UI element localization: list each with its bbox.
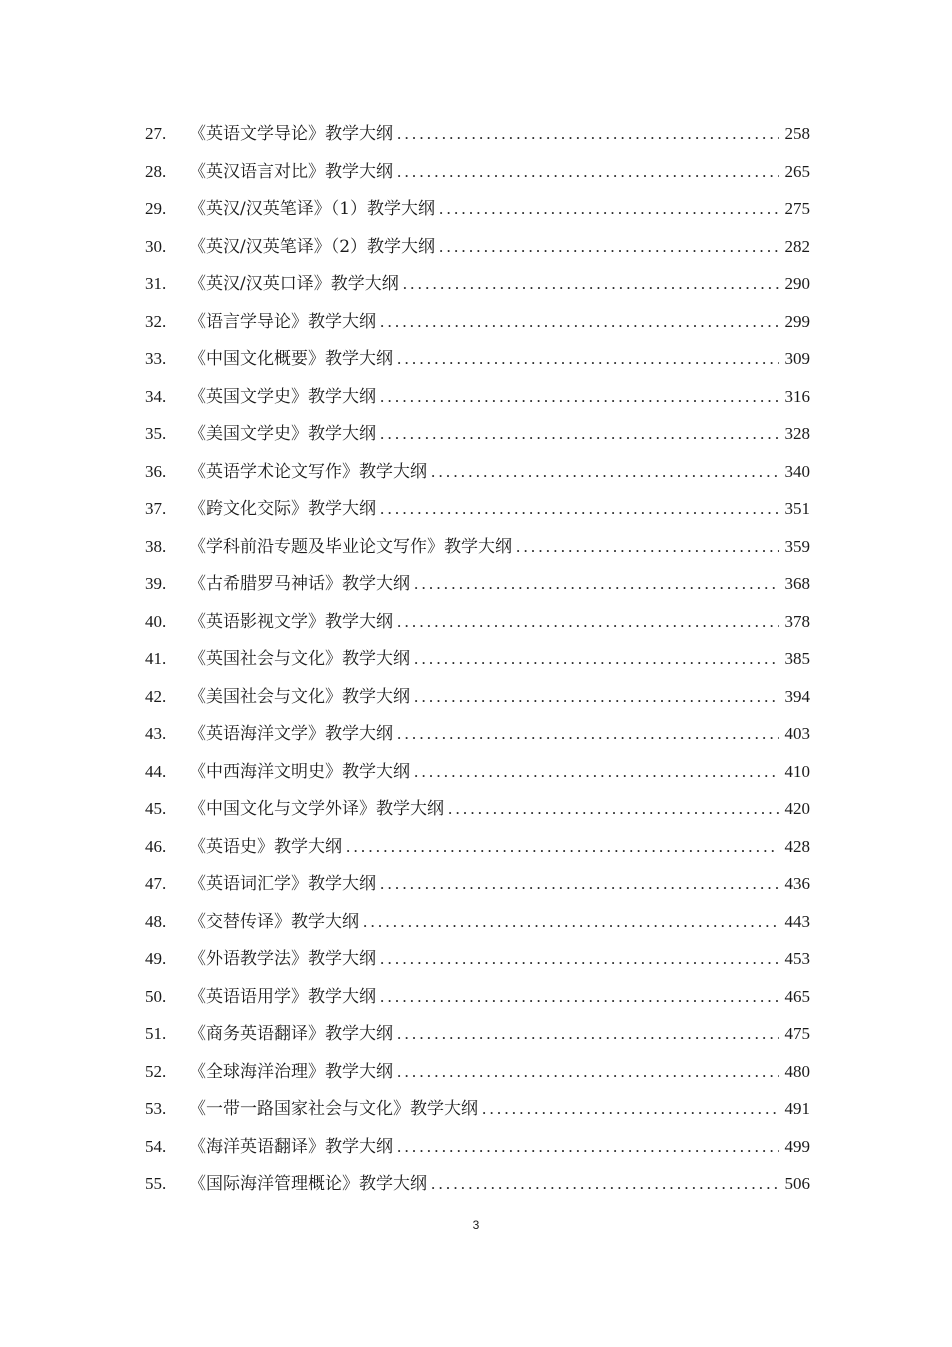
toc-entry-number: 38. (145, 536, 167, 556)
toc-entry-page: 328 (784, 424, 810, 443)
toc-entry-number: 50. (145, 986, 167, 1006)
toc-entry-title: 《英汉语言对比》教学大纲 (189, 161, 393, 182)
toc-entry-page: 316 (784, 386, 810, 406)
toc-entry-number: 41. (145, 649, 167, 668)
toc-entry[interactable] (145, 715, 810, 753)
toc-entry-number: 37. (145, 499, 167, 518)
toc-entry[interactable] (145, 828, 810, 866)
toc-entry-number: 29. (145, 199, 167, 218)
toc-entry-number: 55. (145, 1174, 167, 1193)
toc-entry-number: 51. (145, 1024, 167, 1043)
toc-entry-title: 《美国文学史》教学大纲 (189, 424, 376, 444)
toc-entry-page: 465 (784, 986, 810, 1006)
toc-entry[interactable] (145, 1090, 810, 1128)
toc-dot-leader (380, 940, 779, 978)
toc-entry-number: 40. (145, 611, 167, 631)
toc-dot-leader (439, 228, 778, 266)
toc-entry[interactable] (145, 790, 810, 828)
toc-entry-page: 258 (784, 124, 810, 143)
toc-entry-number: 39. (145, 574, 167, 593)
toc-dot-leader (414, 678, 779, 716)
toc-entry-title: 《英语语用学》教学大纲 (189, 986, 376, 1007)
toc-entry-page: 475 (784, 1024, 810, 1043)
toc-entry-title: 《中国文化概要》教学大纲 (189, 349, 393, 369)
toc-entry[interactable] (145, 678, 810, 716)
toc-entry-title: 《英语词汇学》教学大纲 (189, 874, 376, 894)
toc-dot-leader (431, 453, 779, 491)
toc-entry[interactable] (145, 453, 810, 491)
toc-entry[interactable] (145, 865, 810, 903)
toc-entry-title: 《语言学导论》教学大纲 (189, 311, 376, 332)
toc-entry[interactable] (145, 378, 810, 416)
toc-entry-number: 49. (145, 949, 167, 968)
toc-entry-title: 《英国社会与文化》教学大纲 (189, 649, 410, 669)
toc-entry-number: 46. (145, 836, 167, 856)
toc-entry-page: 309 (784, 349, 810, 368)
toc-entry-page: 290 (784, 274, 810, 293)
toc-entry-title: 《商务英语翻译》教学大纲 (189, 1024, 393, 1044)
toc-entry-page: 428 (784, 836, 810, 856)
toc-dot-leader (397, 115, 779, 153)
toc-entry-number: 32. (145, 311, 167, 331)
toc-dot-leader (397, 1015, 779, 1053)
toc-entry-title: 《海洋英语翻译》教学大纲 (189, 1136, 393, 1157)
toc-entry-title: 《英语史》教学大纲 (189, 836, 342, 857)
toc-dot-leader (380, 490, 779, 528)
toc-entry-page: 480 (784, 1061, 810, 1081)
toc-dot-leader (482, 1090, 779, 1128)
toc-entry[interactable] (145, 190, 810, 228)
toc-dot-leader (403, 265, 779, 303)
toc-entry[interactable] (145, 940, 810, 978)
toc-entry-page: 282 (784, 236, 810, 256)
toc-entry-number: 52. (145, 1061, 167, 1081)
toc-entry-title: 《英语影视文学》教学大纲 (189, 611, 393, 632)
toc-entry[interactable] (145, 753, 810, 791)
toc-entry[interactable] (145, 603, 810, 641)
toc-dot-leader (397, 603, 779, 641)
toc-entry-number: 53. (145, 1099, 167, 1118)
toc-entry-number: 33. (145, 349, 167, 368)
toc-entry[interactable] (145, 903, 810, 941)
toc-dot-leader (431, 1165, 779, 1203)
table-of-contents (145, 115, 810, 1203)
toc-entry-page: 410 (784, 761, 810, 781)
toc-dot-leader (448, 790, 779, 828)
toc-dot-leader (397, 1128, 779, 1166)
toc-entry-number: 35. (145, 424, 167, 443)
toc-entry-title: 《国际海洋管理概论》教学大纲 (189, 1174, 427, 1194)
toc-entry[interactable] (145, 340, 810, 378)
toc-entry-number: 42. (145, 686, 167, 706)
toc-dot-leader (516, 528, 779, 566)
toc-entry-page: 491 (784, 1099, 810, 1118)
toc-entry-page: 368 (784, 574, 810, 593)
toc-entry-page: 453 (784, 949, 810, 968)
page-number: 3 (472, 1218, 480, 1232)
toc-entry-page: 299 (784, 311, 810, 331)
toc-entry[interactable] (145, 1165, 810, 1203)
toc-entry-title: 《美国社会与文化》教学大纲 (189, 686, 410, 707)
toc-entry-page: 394 (784, 686, 810, 706)
toc-entry-number: 31. (145, 274, 167, 293)
toc-entry-number: 44. (145, 761, 167, 781)
toc-entry-title: 《古希腊罗马神话》教学大纲 (189, 574, 410, 594)
toc-dot-leader (414, 640, 779, 678)
toc-entry-page: 265 (784, 161, 810, 181)
toc-entry-page: 359 (784, 536, 810, 556)
toc-dot-leader (363, 903, 779, 941)
toc-dot-leader (380, 415, 779, 453)
toc-entry-title: 《英汉/汉英笔译》（2）教学大纲 (189, 236, 436, 257)
toc-entry-page: 385 (784, 649, 810, 668)
toc-dot-leader (397, 153, 779, 191)
toc-entry-title: 《英语文学导论》教学大纲 (189, 124, 393, 144)
toc-entry-title: 《学科前沿专题及毕业论文写作》教学大纲 (189, 536, 512, 557)
toc-entry-page: 378 (784, 611, 810, 631)
toc-dot-leader (380, 378, 779, 416)
toc-entry-title: 《英语海洋文学》教学大纲 (189, 724, 393, 744)
toc-entry-page: 443 (784, 911, 810, 931)
toc-entry[interactable] (145, 490, 810, 528)
toc-entry-number: 30. (145, 236, 167, 256)
toc-entry[interactable] (145, 228, 810, 266)
toc-entry-number: 27. (145, 124, 167, 143)
toc-entry[interactable] (145, 1128, 810, 1166)
toc-entry[interactable] (145, 978, 810, 1016)
toc-entry-number: 48. (145, 911, 167, 931)
toc-entry[interactable] (145, 115, 810, 153)
toc-entry-page: 499 (784, 1136, 810, 1156)
toc-entry-number: 47. (145, 874, 167, 893)
toc-entry-page: 436 (784, 874, 810, 893)
toc-entry-page: 275 (784, 199, 810, 218)
toc-entry-number: 54. (145, 1136, 167, 1156)
toc-entry-page: 420 (784, 799, 810, 818)
toc-entry[interactable] (145, 1015, 810, 1053)
toc-entry-number: 28. (145, 161, 167, 181)
toc-entry-page: 340 (784, 461, 810, 481)
toc-dot-leader (397, 340, 779, 378)
toc-entry-title: 《中国文化与文学外译》教学大纲 (189, 799, 444, 819)
toc-entry-number: 45. (145, 799, 167, 818)
toc-entry-title: 《交替传译》教学大纲 (189, 911, 359, 932)
toc-dot-leader (346, 828, 779, 866)
toc-dot-leader (397, 1053, 779, 1091)
toc-entry[interactable] (145, 153, 810, 191)
toc-entry-title: 《英汉/汉英口译》教学大纲 (189, 274, 399, 294)
toc-entry[interactable] (145, 265, 810, 303)
toc-dot-leader (414, 753, 779, 791)
toc-entry-title: 《英国文学史》教学大纲 (189, 386, 376, 407)
toc-entry[interactable] (145, 640, 810, 678)
toc-entry-page: 351 (784, 499, 810, 518)
toc-entry[interactable] (145, 565, 810, 603)
toc-entry-number: 43. (145, 724, 167, 743)
toc-entry[interactable] (145, 1053, 810, 1091)
toc-entry-title: 《英语学术论文写作》教学大纲 (189, 461, 427, 482)
toc-entry-title: 《跨文化交际》教学大纲 (189, 499, 376, 519)
toc-entry-title: 《外语教学法》教学大纲 (189, 949, 376, 969)
toc-dot-leader (439, 190, 778, 228)
toc-entry-page: 403 (784, 724, 810, 743)
toc-entry[interactable] (145, 303, 810, 341)
toc-entry-page: 506 (784, 1174, 810, 1193)
toc-dot-leader (414, 565, 779, 603)
toc-entry-number: 34. (145, 386, 167, 406)
toc-dot-leader (380, 978, 779, 1016)
toc-entry[interactable] (145, 415, 810, 453)
toc-entry-title: 《全球海洋治理》教学大纲 (189, 1061, 393, 1082)
toc-dot-leader (380, 865, 779, 903)
toc-entry-number: 36. (145, 461, 167, 481)
toc-entry-title: 《英汉/汉英笔译》（1）教学大纲 (189, 199, 436, 219)
toc-entry-title: 《一带一路国家社会与文化》教学大纲 (189, 1099, 478, 1119)
toc-dot-leader (380, 303, 779, 341)
toc-entry-title: 《中西海洋文明史》教学大纲 (189, 761, 410, 782)
toc-entry[interactable] (145, 528, 810, 566)
toc-dot-leader (397, 715, 779, 753)
